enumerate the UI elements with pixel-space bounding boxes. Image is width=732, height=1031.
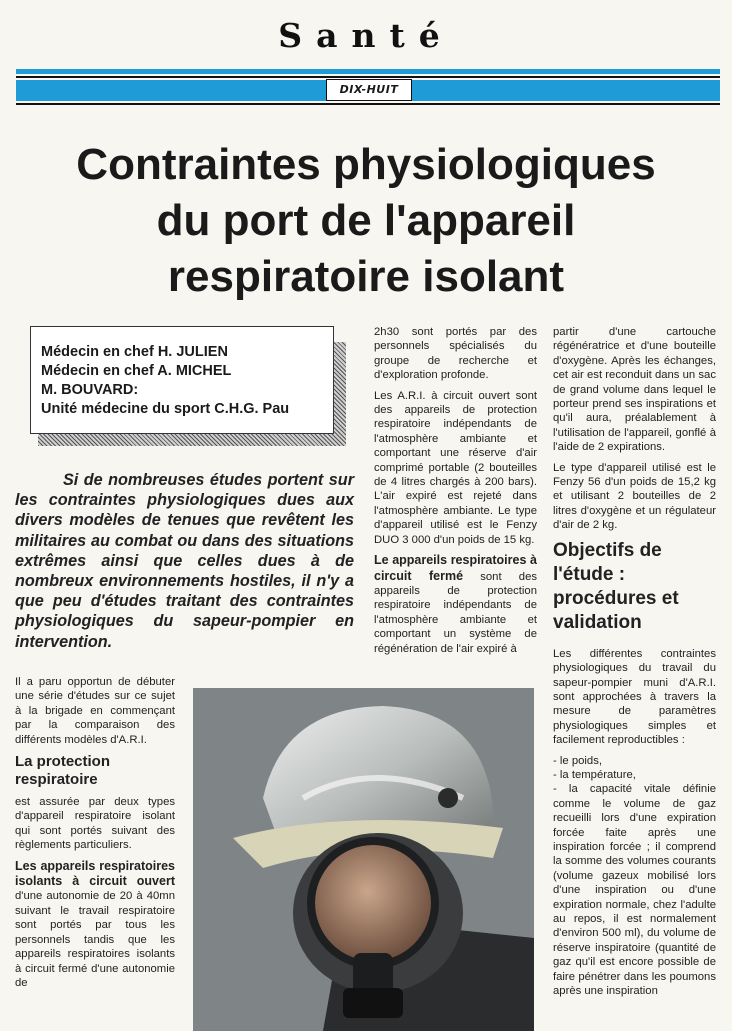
firefighter-helmet-illustration bbox=[193, 688, 534, 1031]
paragraph bbox=[374, 553, 537, 656]
column-1 bbox=[15, 675, 175, 996]
paragraph: Les A.R.I. à circuit ouvert sont des appareils de protection respiratoire indépendants de l'atmosphère ambiante et comportant une réserve d'air comprimé portable (2 bouteilles de 4 litres chargés à 200 bars). L'air expiré est rejeté dans l'atmosphère ambiante. Le type d'appareil utilisé est le Fenzy DUO 3 000 d'un poids de 15 kg. bbox=[374, 389, 537, 546]
headline-line: respiratoire isolant bbox=[167, 252, 565, 301]
paragraph: Les différentes contraintes physiologiques du travail du sapeur-pompier muni d'A.R.I. sont approchées à travers la mesure de paramètres physiologiques simples et facilement reproductibles : bbox=[553, 647, 716, 747]
lead-paragraph: Si de nombreuses études portent sur les contraintes physiologiques dues aux divers modèles de tenues que revêtent les militaires au combat ou dans des situations extrêmes ainsi que celles dues à de nombreux environnements hostiles, il n'y a que peu d'études traitant des contraintes physiologiques du sapeur-pompier en intervention. bbox=[15, 471, 354, 651]
headline-line: Contraintes physiologiques bbox=[76, 140, 656, 189]
column-2 bbox=[374, 325, 537, 662]
paragraph: partir d'une cartouche régénératrice et d'une bouteille d'oxygène. Après les échanges, cet air est reconduit dans un sac de grand volume dans lequel le porteur prend ses inspirations et qu'il aura, préalablement à l'utilisation de l'appareil, gonflé à l'aide de 2 expirations. bbox=[553, 326, 716, 454]
author-line: M. BOUVARD: bbox=[41, 382, 139, 398]
section-title: Santé bbox=[278, 16, 454, 55]
paragraph: Il a paru opportun de débuter une série d'études sur ce sujet à la brigade en commençant par la comparaison des différents modèles d'A.R.I. bbox=[15, 676, 175, 746]
list-item: - la température, bbox=[553, 768, 636, 781]
headline-line: du port de l'appareil bbox=[156, 196, 576, 245]
author-line: Médecin en chef A. MICHEL bbox=[41, 363, 232, 379]
paragraph bbox=[15, 859, 175, 991]
column-3 bbox=[553, 325, 716, 1004]
list-item: - la capacité vitale définie comme le volume de gaz recueilli lors d'une expiration forcée faite après une inspiration forcée ; il comprend la somme des volumes courants (volume gazeux mobilisé lors d'une inspiration ou d'une expiration normale, chez l'adulte au repos, il est normalement d'environ 500 ml), du volume de réserve inspiratoire (quantité de gaz qu'il est encore possible de faire pénétrer dans les poumons après une inspiration bbox=[553, 783, 716, 998]
author-line: Médecin en chef H. JULIEN bbox=[41, 344, 228, 360]
header-rule bbox=[16, 76, 720, 78]
header-rule bbox=[16, 103, 720, 105]
paragraph-lead: Le appareils respiratoires à circuit fermé bbox=[374, 553, 537, 583]
paragraph-text: sont des appareils de protection respiratoire indépendants de l'atmosphère ambiante et comportant un système de régénération de l'air expiré à bbox=[374, 570, 537, 655]
paragraph-text: d'une autonomie de 20 à 40mn suivant le travail respiratoire sont portés par tous les personnels tandis que les appareils respiratoires isolants à circuit fermé d'une autonomie de bbox=[15, 890, 175, 989]
paragraph: Le type d'appareil utilisé est le Fenzy 56 d'un poids de 15,2 kg et utilisant 2 bouteilles de 2 litres d'oxygène et un régulateur d'air de 2 kg. bbox=[553, 461, 716, 532]
author-affiliation: Unité médecine du sport C.H.G. Pau bbox=[41, 401, 290, 417]
paragraph: est assurée par deux types d'appareil respiratoire isolant qui sont portés suivant des règlements particuliers. bbox=[15, 796, 175, 852]
article-headline bbox=[10, 137, 722, 305]
paragraph-lead: Les appareils respiratoires isolants à circuit ouvert bbox=[15, 858, 175, 889]
paragraph: 2h30 sont portés par des personnels spécialisés du groupe de recherche et d'exploration profonde. bbox=[374, 326, 537, 382]
header-rule bbox=[16, 69, 720, 74]
section-heading: Objectifs de l'étude : procédures et validation bbox=[553, 539, 679, 633]
magazine-tag: DIX-HUIT bbox=[326, 79, 412, 101]
firefighter-photo bbox=[193, 688, 534, 1031]
list-item: - le poids, bbox=[553, 754, 602, 767]
author-box bbox=[30, 326, 334, 434]
subheading: La protection respiratoire bbox=[15, 753, 111, 789]
